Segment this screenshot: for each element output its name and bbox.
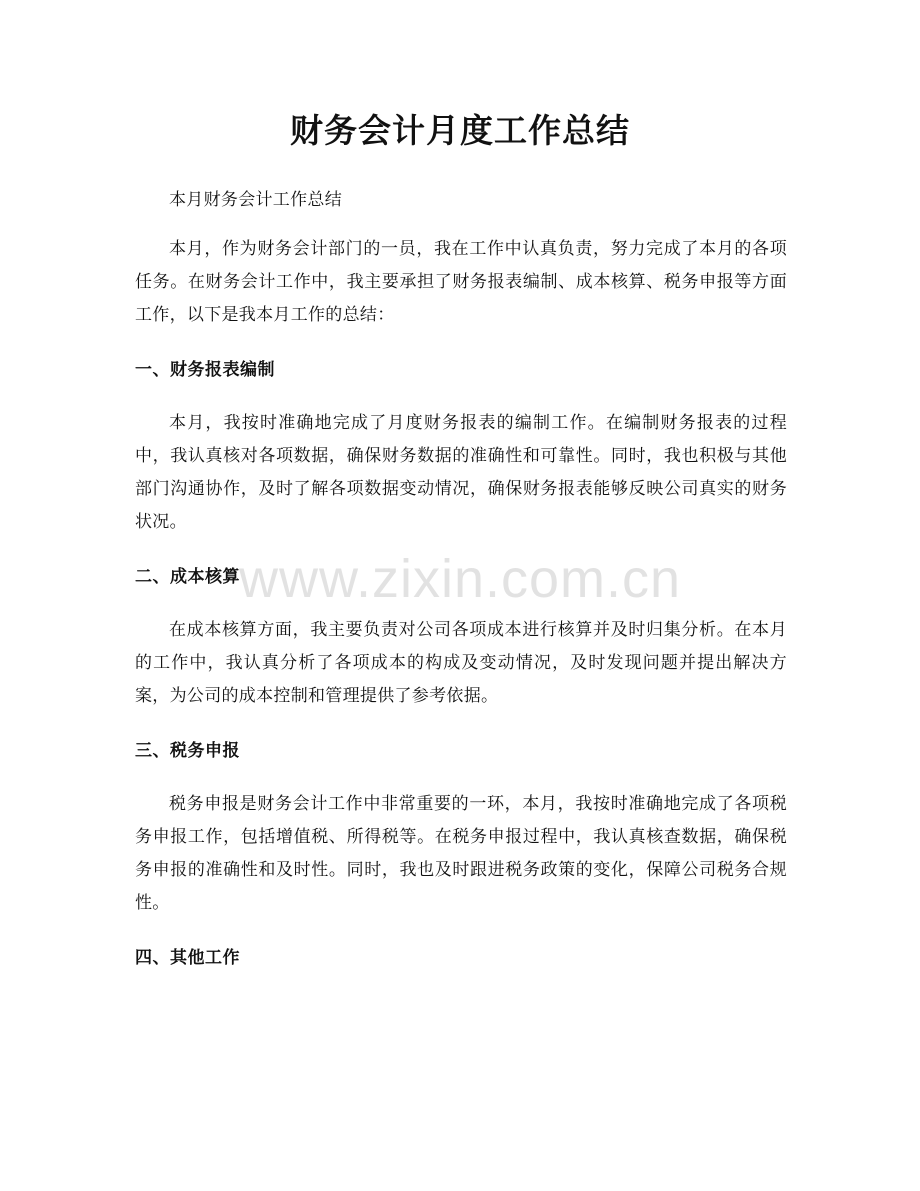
section-body-financial-reports: 本月，我按时准确地完成了月度财务报表的编制工作。在编制财务报表的过程中，我认真核对各项数据，确保财务数据的准确性和可靠性。同时，我也积极与其他部门沟通协作，及时了解各项数据变动情况，确保财务报表能够反映公司真实的财务状况。 xyxy=(135,413,787,532)
intro-paragraph: 本月，作为财务会计部门的一员，我在工作中认真负责，努力完成了本月的各项任务。在财务会计工作中，我主要承担了财务报表编制、成本核算、税务申报等方面工作，以下是我本月工作的总结： xyxy=(135,239,787,325)
document-body xyxy=(135,184,787,995)
document-title: 财务会计月度工作总结 xyxy=(290,111,630,150)
section-body-tax-filing: 税务申报是财务会计工作中非常重要的一环，本月，我按时准确地完成了各项税务申报工作，包括增值税、所得税等。在税务申报过程中，我认真核查数据，确保税务申报的准确性和及时性。同时，我也及时跟进税务政策的变化，保障公司税务合规性。 xyxy=(135,794,787,913)
watermark: www.zixin.com.cn xyxy=(238,549,682,609)
section-heading-other-work: 四、其他工作 xyxy=(135,948,240,968)
section-heading-cost-accounting: 二、成本核算 xyxy=(135,567,240,587)
section-heading-financial-reports: 一、财务报表编制 xyxy=(135,360,275,380)
section-body-cost-accounting: 在成本核算方面，我主要负责对公司各项成本进行核算并及时归集分析。在本月的工作中，我认真分析了各项成本的构成及变动情况，及时发现问题并提出解决方案，为公司的成本控制和管理提供了参考依据。 xyxy=(135,620,787,706)
section-heading-tax-filing: 三、税务申报 xyxy=(135,741,240,761)
document-subtitle: 本月财务会计工作总结 xyxy=(169,190,342,210)
